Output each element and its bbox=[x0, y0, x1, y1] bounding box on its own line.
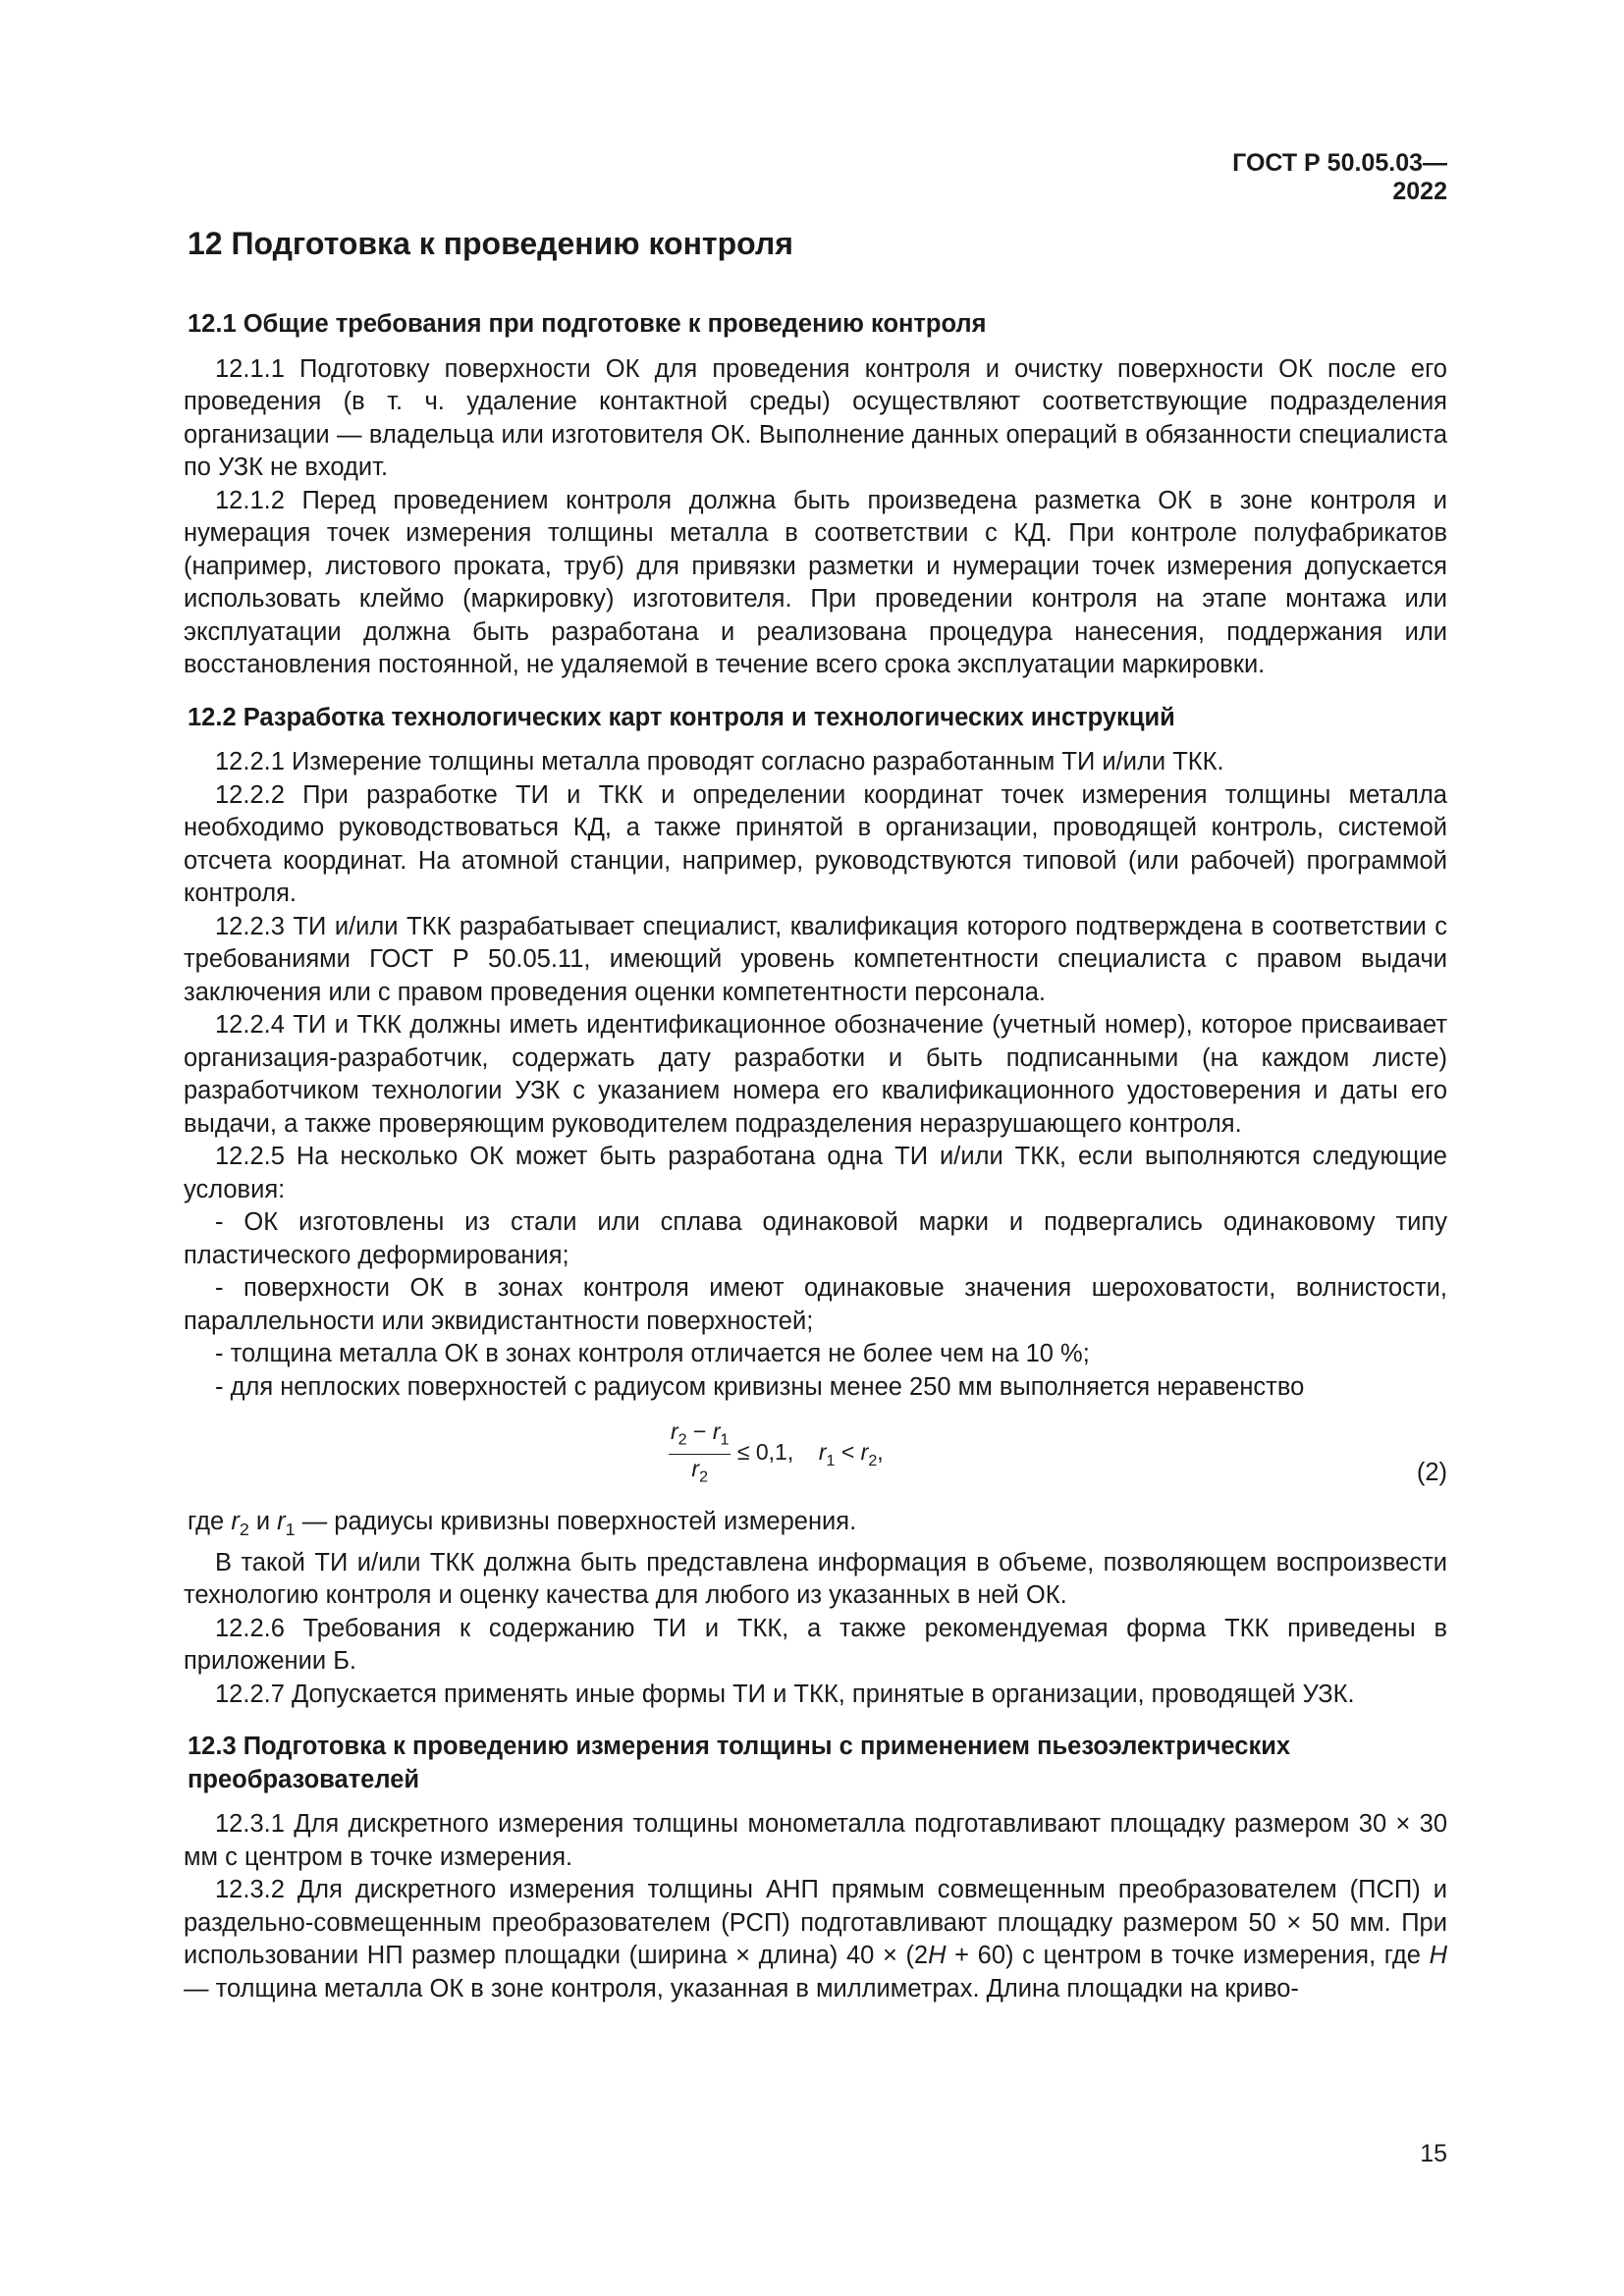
paragraph-12-2-3: 12.2.3 ТИ и/или ТКК разрабатывает специалист, квалификация которого подтверждена в соответствии с требованиями ГОСТ Р 50.05.11, имеющий уровень компетентности специалиста с правом выдачи заключения или с правом проведения оценки компетентности персонала. bbox=[184, 912, 1447, 1006]
section-title: 12 Подготовка к проведению контроля bbox=[188, 226, 793, 261]
list-item: - поверхности ОК в зонах контроля имеют одинаковые значения шероховатости, волнистости, параллельности или эквидистантности поверхностей; bbox=[184, 1274, 1447, 1335]
paragraph-12-1-2: 12.1.2 Перед проведением контроля должна быть произведена разметка ОК в зоне контроля и нумерация точек измерения толщины металла в соответствии с КД. При контроле полуфабрикатов (например, листового проката, труб) для привязки разметки и нумерации точек измерения допускается использовать клеймо (маркировку) изготовителя. При проведении контроля на этапе монтажа или эксплуатации должна быть разработана и реализована процедура нанесения, поддержания или восстановления постоянной, не удаляемой в течение всего срока эксплуатации маркировки. bbox=[184, 486, 1447, 678]
subsection-title-12-2: 12.2 Разработка технологических карт контроля и технологических инструкций bbox=[188, 703, 1175, 731]
formula-fraction: $\frac{r_2 - r_1}{r_2}$ bbox=[671, 1418, 730, 1486]
paragraph-12-2-7: 12.2.7 Допускается применять иные формы ТИ и ТКК, принятые в организации, проводящей УЗК. bbox=[215, 1680, 1355, 1708]
formula-block bbox=[184, 1417, 1447, 1496]
subsection-title-12-1: 12.1 Общие требования при подготовке к проведению контроля bbox=[188, 310, 987, 338]
document-designation: ГОСТ Р 50.05.03—2022 bbox=[1232, 149, 1447, 205]
page-body bbox=[184, 224, 1447, 2005]
formula-number: (2) bbox=[1416, 1459, 1447, 1486]
subsection-title-12-3: 12.3 Подготовка к проведению измерения толщины с применением пьезоэлектрических преобразователей bbox=[188, 1733, 1291, 1793]
paragraph-12-3-1: 12.3.1 Для дискретного измерения толщины монометалла подготавливают площадку размером 30 × 30 мм с центром в точке измерения. bbox=[184, 1810, 1447, 1871]
paragraph-12-2-5-note: В такой ТИ и/или ТКК должна быть представлена информация в объеме, позволяющем воспроизвести технологию контроля и оценку качества для любого из указанных в ней ОК. bbox=[184, 1548, 1447, 1610]
paragraph-12-2-5: 12.2.5 На несколько ОК может быть разработана одна ТИ и/или ТКК, если выполняются следующие условия: bbox=[184, 1143, 1447, 1203]
paragraph-12-3-2: 12.3.2 Для дискретного измерения толщины АНП прямым совмещенным преобразователем (ПСП) и раздельно-совмещенным преобразователем (РСП) подготавливают площадку размером 50 × 50 мм. При использовании НП размер площадки (ширина × длина) 40 × (2H + 60) с центром в точке измерения, где H — толщина металла ОК в зоне контроля, указанная в миллиметрах. Длина площадки на криво- bbox=[184, 1876, 1448, 2002]
paragraph-12-1-1: 12.1.1 Подготовку поверхности ОК для проведения контроля и очистку поверхности ОК после его проведения (в т. ч. удаление контактной среды) осуществляют соответствующие подразделения организации — владельца или изготовителя ОК. Выполнение данных операций в обязанности специалиста по УЗК не входит. bbox=[184, 354, 1447, 481]
formula: $\frac{r_2 - r_1}{r_2}$ ≤ 0,1, $r_1 < r_2$, bbox=[669, 1417, 884, 1490]
list-item: - ОК изготовлены из стали или сплава одинаковой марки и подвергались одинаковому типу пластического деформирования; bbox=[184, 1208, 1447, 1269]
page-number: 15 bbox=[1420, 2140, 1447, 2167]
paragraph-12-2-4: 12.2.4 ТИ и ТКК должны иметь идентификационное обозначение (учетный номер), которое присваивает организация-разработчик, содержать дату разработки и быть подписанными (на каждом листе) разработчиком технологии УЗК с указанием номера его квалификационного удостоверения и даты его выдачи, а также проверяющим руководителем подразделения неразрушающего контроля. bbox=[184, 1011, 1447, 1138]
paragraph-12-2-1: 12.2.1 Измерение толщины металла проводят согласно разработанным ТИ и/или ТКК. bbox=[215, 748, 1224, 775]
list-item: - толщина металла ОК в зонах контроля отличается не более чем на 10 %; bbox=[215, 1340, 1090, 1367]
paragraph-12-2-2: 12.2.2 При разработке ТИ и ТКК и определении координат точек измерения толщины металла необходимо руководствоваться КД, а также принятой в организации, проводящей контроль, системой отсчета координат. На атомной станции, например, руководствуются типовой (или рабочей) программой контроля. bbox=[184, 780, 1447, 907]
list-item: - для неплоских поверхностей с радиусом кривизны менее 250 мм выполняется неравенство bbox=[215, 1372, 1305, 1401]
paragraph-12-2-6: 12.2.6 Требования к содержанию ТИ и ТКК, а также рекомендуемая форма ТКК приведены в приложении Б. bbox=[184, 1614, 1447, 1676]
formula-explanation: где $r_2$ и $r_1$ — радиусы кривизны поверхностей измерения. bbox=[188, 1508, 857, 1540]
